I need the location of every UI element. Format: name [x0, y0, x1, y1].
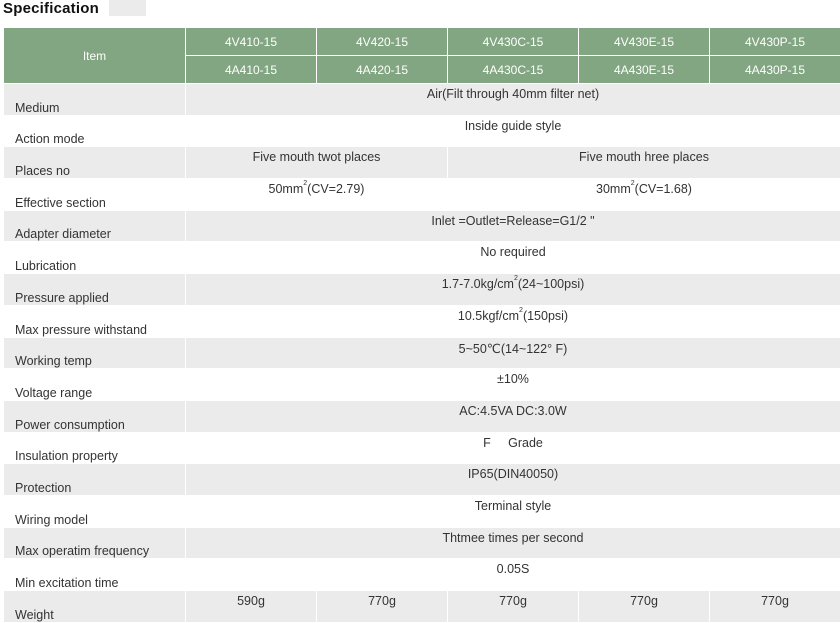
value-text: (150psi) — [523, 309, 568, 323]
model-top-cell: 4V430E-15 — [579, 28, 710, 56]
table-row-excitation-time — [4, 559, 840, 591]
row-value-right — [448, 179, 840, 211]
row-value: 5~50℃(14~122° F) — [186, 337, 840, 369]
row-label: Weight — [4, 591, 186, 623]
header-row-top — [4, 28, 840, 56]
model-bottom-cell: 4A430E-15 — [579, 56, 710, 84]
table-row-frequency — [4, 527, 840, 559]
table-row-pressure-applied — [4, 274, 840, 306]
row-value: IP65(DIN40050) — [186, 464, 840, 496]
model-bottom-cell: 4A420-15 — [317, 56, 448, 84]
row-label: Wiring model — [4, 495, 186, 527]
model-top-cell: 4V430P-15 — [710, 28, 840, 56]
table-row-places — [4, 147, 840, 179]
row-value: Air(Filt through 40mm filter net) — [186, 84, 840, 116]
row-label: Min excitation time — [4, 559, 186, 591]
superscript: 2 — [514, 275, 518, 282]
value-text: 50mm — [269, 182, 304, 196]
row-value: AC:4.5VA DC:3.0W — [186, 400, 840, 432]
row-value: Terminal style — [186, 495, 840, 527]
row-label: Insulation property — [4, 432, 186, 464]
table-row-medium — [4, 84, 840, 116]
item-header: Item — [4, 28, 186, 84]
model-top-cell: 4V430C-15 — [448, 28, 579, 56]
row-value-left: Five mouth twot places — [186, 147, 448, 179]
row-value: Inlet =Outlet=Release=G1/2 " — [186, 210, 840, 242]
row-value — [186, 305, 840, 337]
value-text: (CV=1.68) — [635, 182, 692, 196]
row-label: Max pressure withstand — [4, 305, 186, 337]
row-value: Inside guide style — [186, 115, 840, 147]
row-label: Working temp — [4, 337, 186, 369]
spec-table — [3, 27, 840, 623]
table-row-working-temp — [4, 337, 840, 369]
value-text: (CV=2.79) — [307, 182, 364, 196]
row-value: Thtmee times per second — [186, 527, 840, 559]
table-row-power-consumption — [4, 400, 840, 432]
weight-value: 770g — [448, 591, 579, 623]
row-label: Protection — [4, 464, 186, 496]
model-bottom-cell: 4A410-15 — [186, 56, 317, 84]
table-row-weight — [4, 591, 840, 623]
title-decoration — [109, 0, 146, 16]
table-row-action-mode — [4, 115, 840, 147]
row-value — [186, 274, 840, 306]
title-bar — [0, 0, 840, 20]
table-row-wiring-model — [4, 495, 840, 527]
table-row-insulation — [4, 432, 840, 464]
row-label: Lubrication — [4, 242, 186, 274]
row-value: ±10% — [186, 369, 840, 401]
value-text: 30mm — [596, 182, 631, 196]
row-value: F Grade — [186, 432, 840, 464]
weight-value: 770g — [317, 591, 448, 623]
model-top-cell: 4V410-15 — [186, 28, 317, 56]
row-value: 0.05S — [186, 559, 840, 591]
row-label: Action mode — [4, 115, 186, 147]
row-label: Places no — [4, 147, 186, 179]
row-value-left — [186, 179, 448, 211]
table-row-protection — [4, 464, 840, 496]
page-title: Specification — [3, 0, 99, 17]
row-value-right: Five mouth hree places — [448, 147, 840, 179]
row-label: Power consumption — [4, 400, 186, 432]
table-row-adapter-diameter — [4, 210, 840, 242]
row-label: Pressure applied — [4, 274, 186, 306]
row-value: No required — [186, 242, 840, 274]
row-label: Adapter diameter — [4, 210, 186, 242]
model-top-cell: 4V420-15 — [317, 28, 448, 56]
weight-value: 590g — [186, 591, 317, 623]
weight-value: 770g — [579, 591, 710, 623]
model-bottom-cell: 4A430C-15 — [448, 56, 579, 84]
value-text: (24~100psi) — [518, 277, 584, 291]
table-row-lubrication — [4, 242, 840, 274]
superscript: 2 — [519, 307, 523, 314]
table-row-voltage-range — [4, 369, 840, 401]
value-text: 10.5kgf/cm — [458, 309, 519, 323]
model-bottom-cell: 4A430P-15 — [710, 56, 840, 84]
table-row-max-pressure — [4, 305, 840, 337]
superscript: 2 — [303, 180, 307, 187]
row-label: Effective section — [4, 179, 186, 211]
weight-value: 770g — [710, 591, 840, 623]
value-text: 1.7-7.0kg/cm — [442, 277, 514, 291]
row-label: Medium — [4, 84, 186, 116]
row-label: Max operatim frequency — [4, 527, 186, 559]
row-label: Voltage range — [4, 369, 186, 401]
superscript: 2 — [631, 180, 635, 187]
table-row-effective-section — [4, 179, 840, 211]
